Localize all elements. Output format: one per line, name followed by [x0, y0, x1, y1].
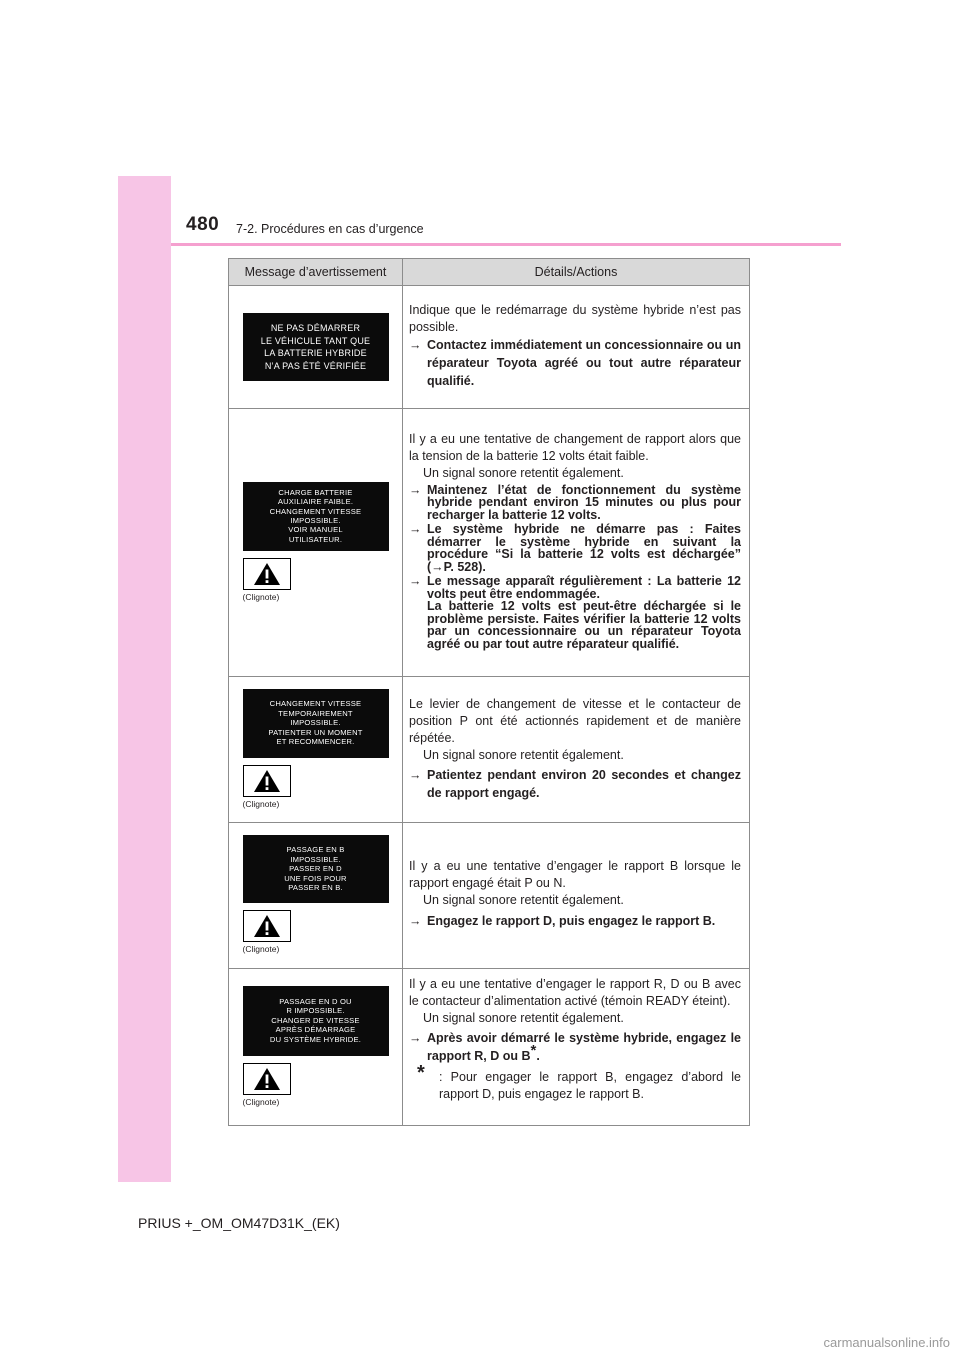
- detail-intro: Il y a eu une tentative d’engager le rapport R, D ou B avec le contacteur d’alimentation activé (témoin READY éteint).: [409, 977, 741, 1009]
- table-row: [229, 823, 750, 969]
- footnote-marker: *: [530, 1042, 537, 1060]
- blink-label: (Clignote): [242, 591, 280, 602]
- display-message-screen: CHANGEMENT VITESSE TEMPORAIREMENT IMPOSSIBLE. PATIENTER UN MOMENT ET RECOMMENCER.: [243, 689, 389, 758]
- detail-action: → Contactez immédiatement un concessionnaire ou un réparateur Toyota agréé ou tout autre réparateur qualifié.: [409, 338, 741, 388]
- message-cell: [229, 409, 403, 677]
- warning-triangle-icon: [243, 558, 291, 590]
- details-cell: [403, 823, 750, 969]
- arrow-icon: →: [409, 482, 422, 497]
- table-row: [229, 677, 750, 823]
- warning-triangle-icon: [243, 1063, 291, 1095]
- detail-intro: Il y a eu une tentative de changement de rapport alors que la tension de la batterie 12 volts était faible.: [409, 431, 741, 463]
- detail-note: Un signal sonore retentit également.: [423, 747, 624, 762]
- message-cell: [229, 286, 403, 409]
- display-message-screen: PASSAGE EN B IMPOSSIBLE. PASSER EN D UNE FOIS POUR PASSER EN B.: [243, 835, 389, 903]
- arrow-icon: →: [409, 338, 422, 352]
- detail-note: Un signal sonore retentit également.: [423, 1011, 624, 1026]
- warning-triangle-icon: [243, 910, 291, 942]
- details-cell: [403, 409, 750, 677]
- arrow-icon: →: [409, 767, 422, 782]
- detail-note: Un signal sonore retentit également.: [423, 465, 624, 480]
- message-cell: [229, 969, 403, 1126]
- warning-triangle-icon: [243, 765, 291, 797]
- footnote-star: *: [417, 1062, 425, 1085]
- page-number: 480: [186, 214, 220, 235]
- table-header-row: [229, 259, 750, 286]
- table-row: [229, 286, 750, 409]
- footnote: * : Pour engager le rapport B, engagez d’abord le rapport D, puis engagez le rapport B.: [417, 1062, 741, 1102]
- header-divider: [171, 243, 841, 246]
- detail-action: → Patientez pendant environ 20 secondes et changez de rapport engagé.: [409, 767, 741, 800]
- detail-note: Un signal sonore retentit également.: [423, 893, 624, 907]
- arrow-icon: →: [409, 522, 422, 537]
- detail-action: → Maintenez l’état de fonctionnement du système hybride pendant environ 15 minutes ou plus pour recharger la batterie 12 volts.: [409, 482, 741, 522]
- detail-action: → Engagez le rapport D, puis engagez le rapport B.: [409, 911, 741, 931]
- document-code: PRIUS +_OM_OM47D31K_(EK): [138, 1215, 340, 1231]
- table-row: [229, 409, 750, 677]
- display-message-screen: NE PAS DÉMARRER LE VÉHICULE TANT QUE LA BATTERIE HYBRIDE N’A PAS ÉTÉ VÉRIFIÉE: [243, 313, 389, 381]
- blink-label: (Clignote): [242, 798, 280, 809]
- detail-action: → Le système hybride ne démarre pas : Faites démarrer le système hybride en suivant la procédure “Si la batterie 12 volts est déchargée” (→P. 528).: [409, 522, 741, 574]
- column-header-details: Détails/Actions: [403, 259, 750, 286]
- message-cell: [229, 677, 403, 823]
- watermark: carmanualsonline.info: [823, 1335, 950, 1350]
- detail-intro: Le levier de changement de vitesse et le contacteur de position P ont été actionnés rapidement et de manière répétée.: [409, 696, 741, 745]
- table-row: [229, 969, 750, 1126]
- message-cell: [229, 823, 403, 969]
- detail-action: → Après avoir démarré le système hybride, engagez le rapport R, D ou B*.: [409, 1031, 741, 1064]
- blink-label: (Clignote): [242, 1096, 280, 1107]
- arrow-icon: →: [409, 574, 422, 589]
- display-message-screen: CHARGE BATTERIE AUXILIAIRE FAIBLE. CHANGEMENT VITESSE IMPOSSIBLE. VOIR MANUEL UTILISATEUR.: [243, 482, 389, 551]
- details-cell: [403, 286, 750, 409]
- blink-label: (Clignote): [242, 944, 280, 954]
- details-cell: [403, 677, 750, 823]
- detail-intro: Il y a eu une tentative d’engager le rapport B lorsque le rapport engagé était P ou N.: [409, 859, 741, 890]
- warning-messages-table: [228, 258, 750, 1126]
- detail-intro: Indique que le redémarrage du système hybride n’est pas possible.: [409, 303, 741, 334]
- arrow-icon: →: [409, 1031, 422, 1046]
- arrow-icon: →: [409, 914, 422, 928]
- details-cell: [403, 969, 750, 1126]
- detail-action: → Le message apparaît régulièrement : La batterie 12 volts peut être endommagée. La batterie 12 volts est peut-être déchargée si le problème persiste. Faites vérifier la batterie 12 volts par un concessionnaire ou un réparateur Toyota agréé ou par tout autre réparateur qualifié.: [409, 574, 741, 651]
- section-title: 7-2. Procédures en cas d’urgence: [236, 222, 424, 236]
- column-header-message: Message d’avertissement: [229, 259, 403, 286]
- display-message-screen: PASSAGE EN D OU R IMPOSSIBLE. CHANGER DE VITESSE APRÈS DÉMARRAGE DU SYSTÈME HYBRIDE.: [243, 986, 389, 1056]
- chapter-tab-sidebar: [118, 176, 171, 1182]
